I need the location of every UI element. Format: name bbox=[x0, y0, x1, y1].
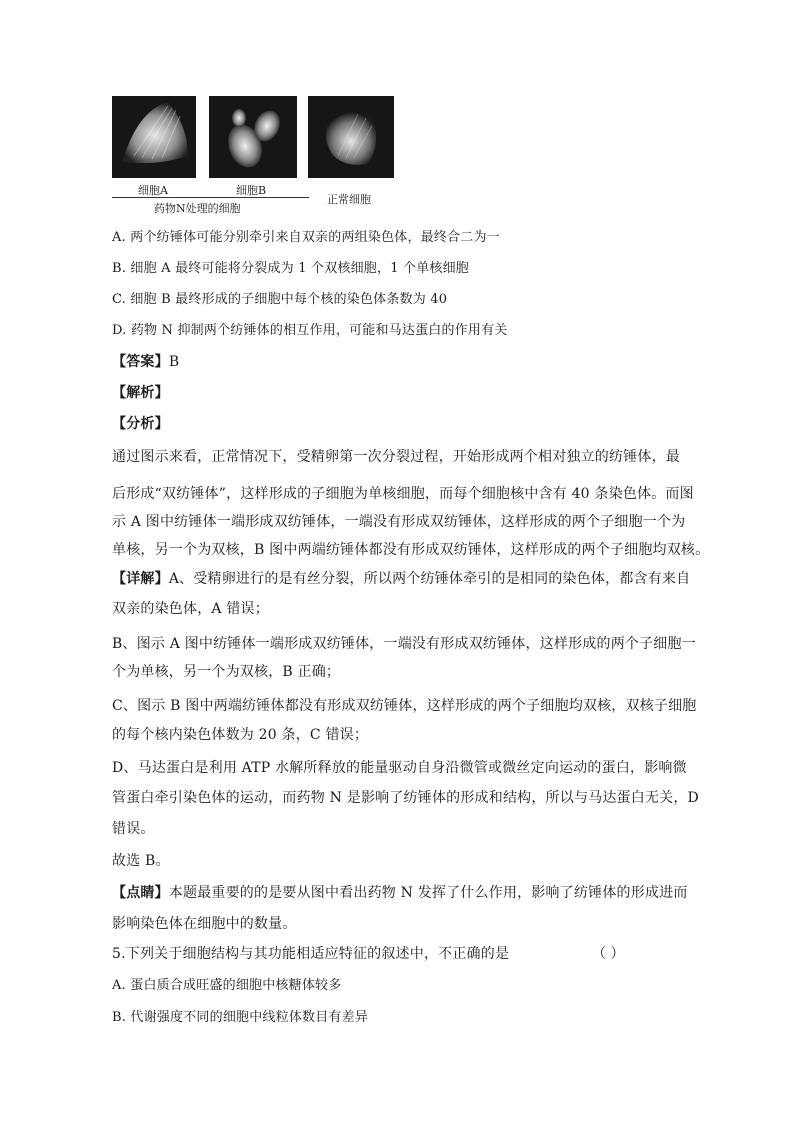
analysis-line-3: 示 A 图中纺锤体一端形成双纺锤体，一端没有形成双纺锤体，这样形成的两个子细胞一个为 bbox=[112, 514, 686, 530]
cell-b-image bbox=[209, 96, 297, 178]
cell-a-image bbox=[112, 96, 196, 178]
answer-value: B bbox=[168, 354, 180, 370]
detail-c-line-1: C、图示 B 图中两端纺锤体都没有形成双纺锤体，这样形成的两个子细胞均双核，双核子细胞 bbox=[112, 698, 697, 714]
detail-b-line-2: 个为单核，另一个为双核，B 正确； bbox=[112, 664, 341, 680]
question-5-option-b: B. 代谢强度不同的细胞中线粒体数目有差异 bbox=[112, 1010, 369, 1025]
option-b: B. 细胞 A 最终可能将分裂成为 1 个双核细胞，1 个单核细胞 bbox=[112, 261, 470, 276]
analysis-line-4: 单核，另一个为双核，B 图中两端纺锤体都没有形成双纺锤体，这样形成的两个子细胞均双核。 bbox=[112, 542, 710, 558]
detail-b-line-1: B、图示 A 图中纺锤体一端形成双纺锤体，一端没有形成双纺锤体，这样形成的两个子细胞一 bbox=[112, 636, 696, 652]
detail-tag: 【详解】 bbox=[112, 571, 169, 587]
jiexi-heading: 【解析】 bbox=[112, 385, 169, 401]
detail-d-line-1: D、马达蛋白是利用 ATP 水解所释放的能量驱动自身沿微管或微丝定向运动的蛋白，影响微 bbox=[112, 760, 687, 776]
choice-line: 故选 B。 bbox=[112, 853, 170, 869]
dianjing-line-2: 影响染色体在细胞中的数量。 bbox=[112, 916, 297, 932]
cell-b-spindle-drawing bbox=[209, 96, 297, 178]
detail-line-1 bbox=[112, 569, 690, 589]
fenxi-heading: 【分析】 bbox=[112, 416, 169, 432]
option-a: A. 两个纺锤体可能分别牵引来自双亲的两组染色体，最终合二为一 bbox=[112, 230, 500, 245]
micrograph-figure bbox=[112, 96, 402, 218]
normal-cell-image bbox=[308, 96, 394, 178]
cell-a-spindle-drawing bbox=[112, 96, 196, 178]
detail-line-2: 双亲的染色体，A 错误； bbox=[112, 601, 269, 617]
caption-cell-b: 细胞B bbox=[236, 184, 267, 197]
answer-line bbox=[112, 352, 179, 372]
dianjing-text: 本题最重要的的是要从图中看出药物 N 发挥了什么作用，影响了纺锤体的形成进而 bbox=[168, 885, 688, 901]
detail-d-line-2: 管蛋白牵引染色体的运动，而药物 N 是影响了纺锤体的形成和结构，所以与马达蛋白无关，D bbox=[112, 790, 699, 806]
answer-tag: 【答案】 bbox=[112, 354, 169, 370]
caption-cell-a: 细胞A bbox=[138, 184, 168, 197]
question-5-option-a: A. 蛋白质合成旺盛的细胞中核糖体较多 bbox=[112, 978, 342, 993]
dianjing-line-1 bbox=[112, 883, 688, 903]
answer-bracket: （ ） bbox=[592, 946, 625, 962]
analysis-line-1: 通过图示来看，正常情况下，受精卵第一次分裂过程，开始形成两个相对独立的纺锤体，最 bbox=[112, 449, 680, 465]
option-d: D. 药物 N 抑制两个纺锤体的相互作用，可能和马达蛋白的作用有关 bbox=[112, 323, 508, 338]
question-5-stem: 5.下列关于细胞结构与其功能相适应特征的叙述中，不正确的是 bbox=[112, 946, 510, 962]
normal-cell-spindle-drawing bbox=[308, 96, 394, 178]
detail-d-line-3: 错误。 bbox=[112, 821, 155, 837]
dianjing-tag: 【点睛】 bbox=[112, 885, 169, 901]
caption-drug-treated: 药物N处理的细胞 bbox=[154, 202, 241, 215]
detail-a-text: A、受精卵进行的是有丝分裂，所以两个纺锤体牵引的是相同的染色体，都含有来自 bbox=[168, 571, 691, 587]
detail-c-line-2: 的每个核内染色体数为 20 条，C 错误； bbox=[112, 727, 369, 743]
figure-divider bbox=[112, 197, 309, 198]
analysis-line-2: 后形成“双纺锤体”，这样形成的子细胞为单核细胞，而每个细胞核中含有 40 条染色体。而图 bbox=[112, 486, 694, 502]
option-c: C. 细胞 B 最终形成的子细胞中每个核的染色体条数为 40 bbox=[112, 292, 448, 307]
caption-normal-cell: 正常细胞 bbox=[327, 193, 371, 206]
